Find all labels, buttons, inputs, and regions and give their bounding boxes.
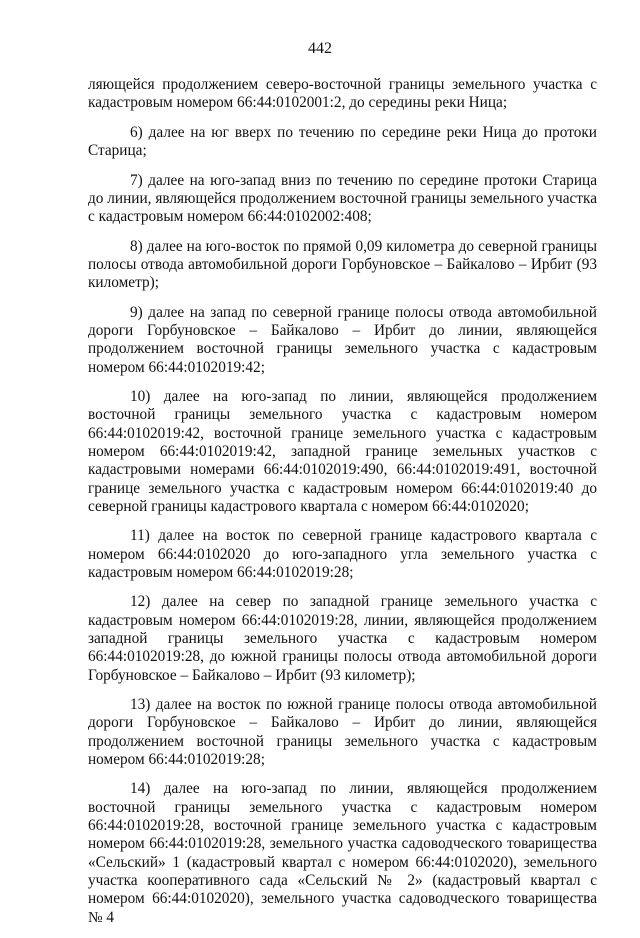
paragraph-item-9: 9) далее на запад по северной границе полосы отвода автомобильной дороги Горбуновское – Байкалово – Ирбит до линии, являющейся продолжением восточной границы земельного участка с кадастровым номером 66:44:0102019:42; [88, 303, 597, 376]
page-number: 442 [308, 40, 332, 57]
paragraph-item-7: 7) далее на юго-запад вниз по течению по середине протоки Старица до линии, являющейся продолжением восточной границы земельного участка с кадастровым номером 66:44:0102002:408; [88, 171, 597, 226]
paragraph-item-12: 12) далее на север по западной границе земельного участка с кадастровым номером 66:44:0102019:28, линии, являющейся продолжением западной границы земельного участка с кадастровым номером 66:44:0102019:28, до южной границы полосы отвода автомобильной дороги Горбуновское – Байкалово – Ирбит (93 километр); [88, 593, 597, 684]
paragraph-continuation: ляющейся продолжением северо-восточной границы земельного участка с кадастровым номером 66:44:0102001:2, до середины реки Ница; [88, 76, 597, 112]
paragraph-item-11: 11) далее на восток по северной границе кадастрового квартала с номером 66:44:0102020 до юго-западного угла земельного участка с кадастровым номером 66:44:0102019:28; [88, 527, 597, 581]
paragraph-item-14: 14) далее на юго-запад по линии, являющейся продолжением восточной границы земельного участка с кадастровым номером 66:44:0102019:28, восточной границе земельного участка с кадастровым номером 66:44:0102019:28, земельного участка садоводческого товарищества «Сельский» 1 (кадастровый квартал с номером 66:44:0102020), земельного участка кооперативного сада «Сельский № 2» (кадастровый квартал с номером 66:44:0102020), земельного участка садоводческого товарищества № 4 [88, 780, 597, 926]
paragraph-item-10: 10) далее на юго-запад по линии, являющейся продолжением восточной границы земельного участка с кадастровым номером 66:44:0102019:42, восточной границе земельного участка с кадастровым номером 66:44:0102019:42, западной границе земельных участков с кадастровыми номерами 66:44:0102019:490, 66:44:0102019:491, восточной границе земельного участка с кадастровым номером 66:44:0102019:40 до северной границы кадастрового квартала с номером 66:44:0102020; [88, 388, 597, 515]
document-body [88, 76, 597, 938]
paragraph-item-6: 6) далее на юг вверх по течению по середине реки Ница до протоки Старица; [88, 123, 597, 160]
paragraph-item-8: 8) далее на юго-восток по прямой 0,09 километра до северной границы полосы отвода автомобильной дороги Горбуновское – Байкалово – Ирбит (93 километр); [88, 237, 597, 292]
paragraph-item-13: 13) далее на восток по южной границе полосы отвода автомобильной дороги Горбуновское – Байкалово – Ирбит до линии, являющейся продолжением восточной границы земельного участка с кадастровым номером 66:44:0102019:28; [88, 696, 597, 768]
